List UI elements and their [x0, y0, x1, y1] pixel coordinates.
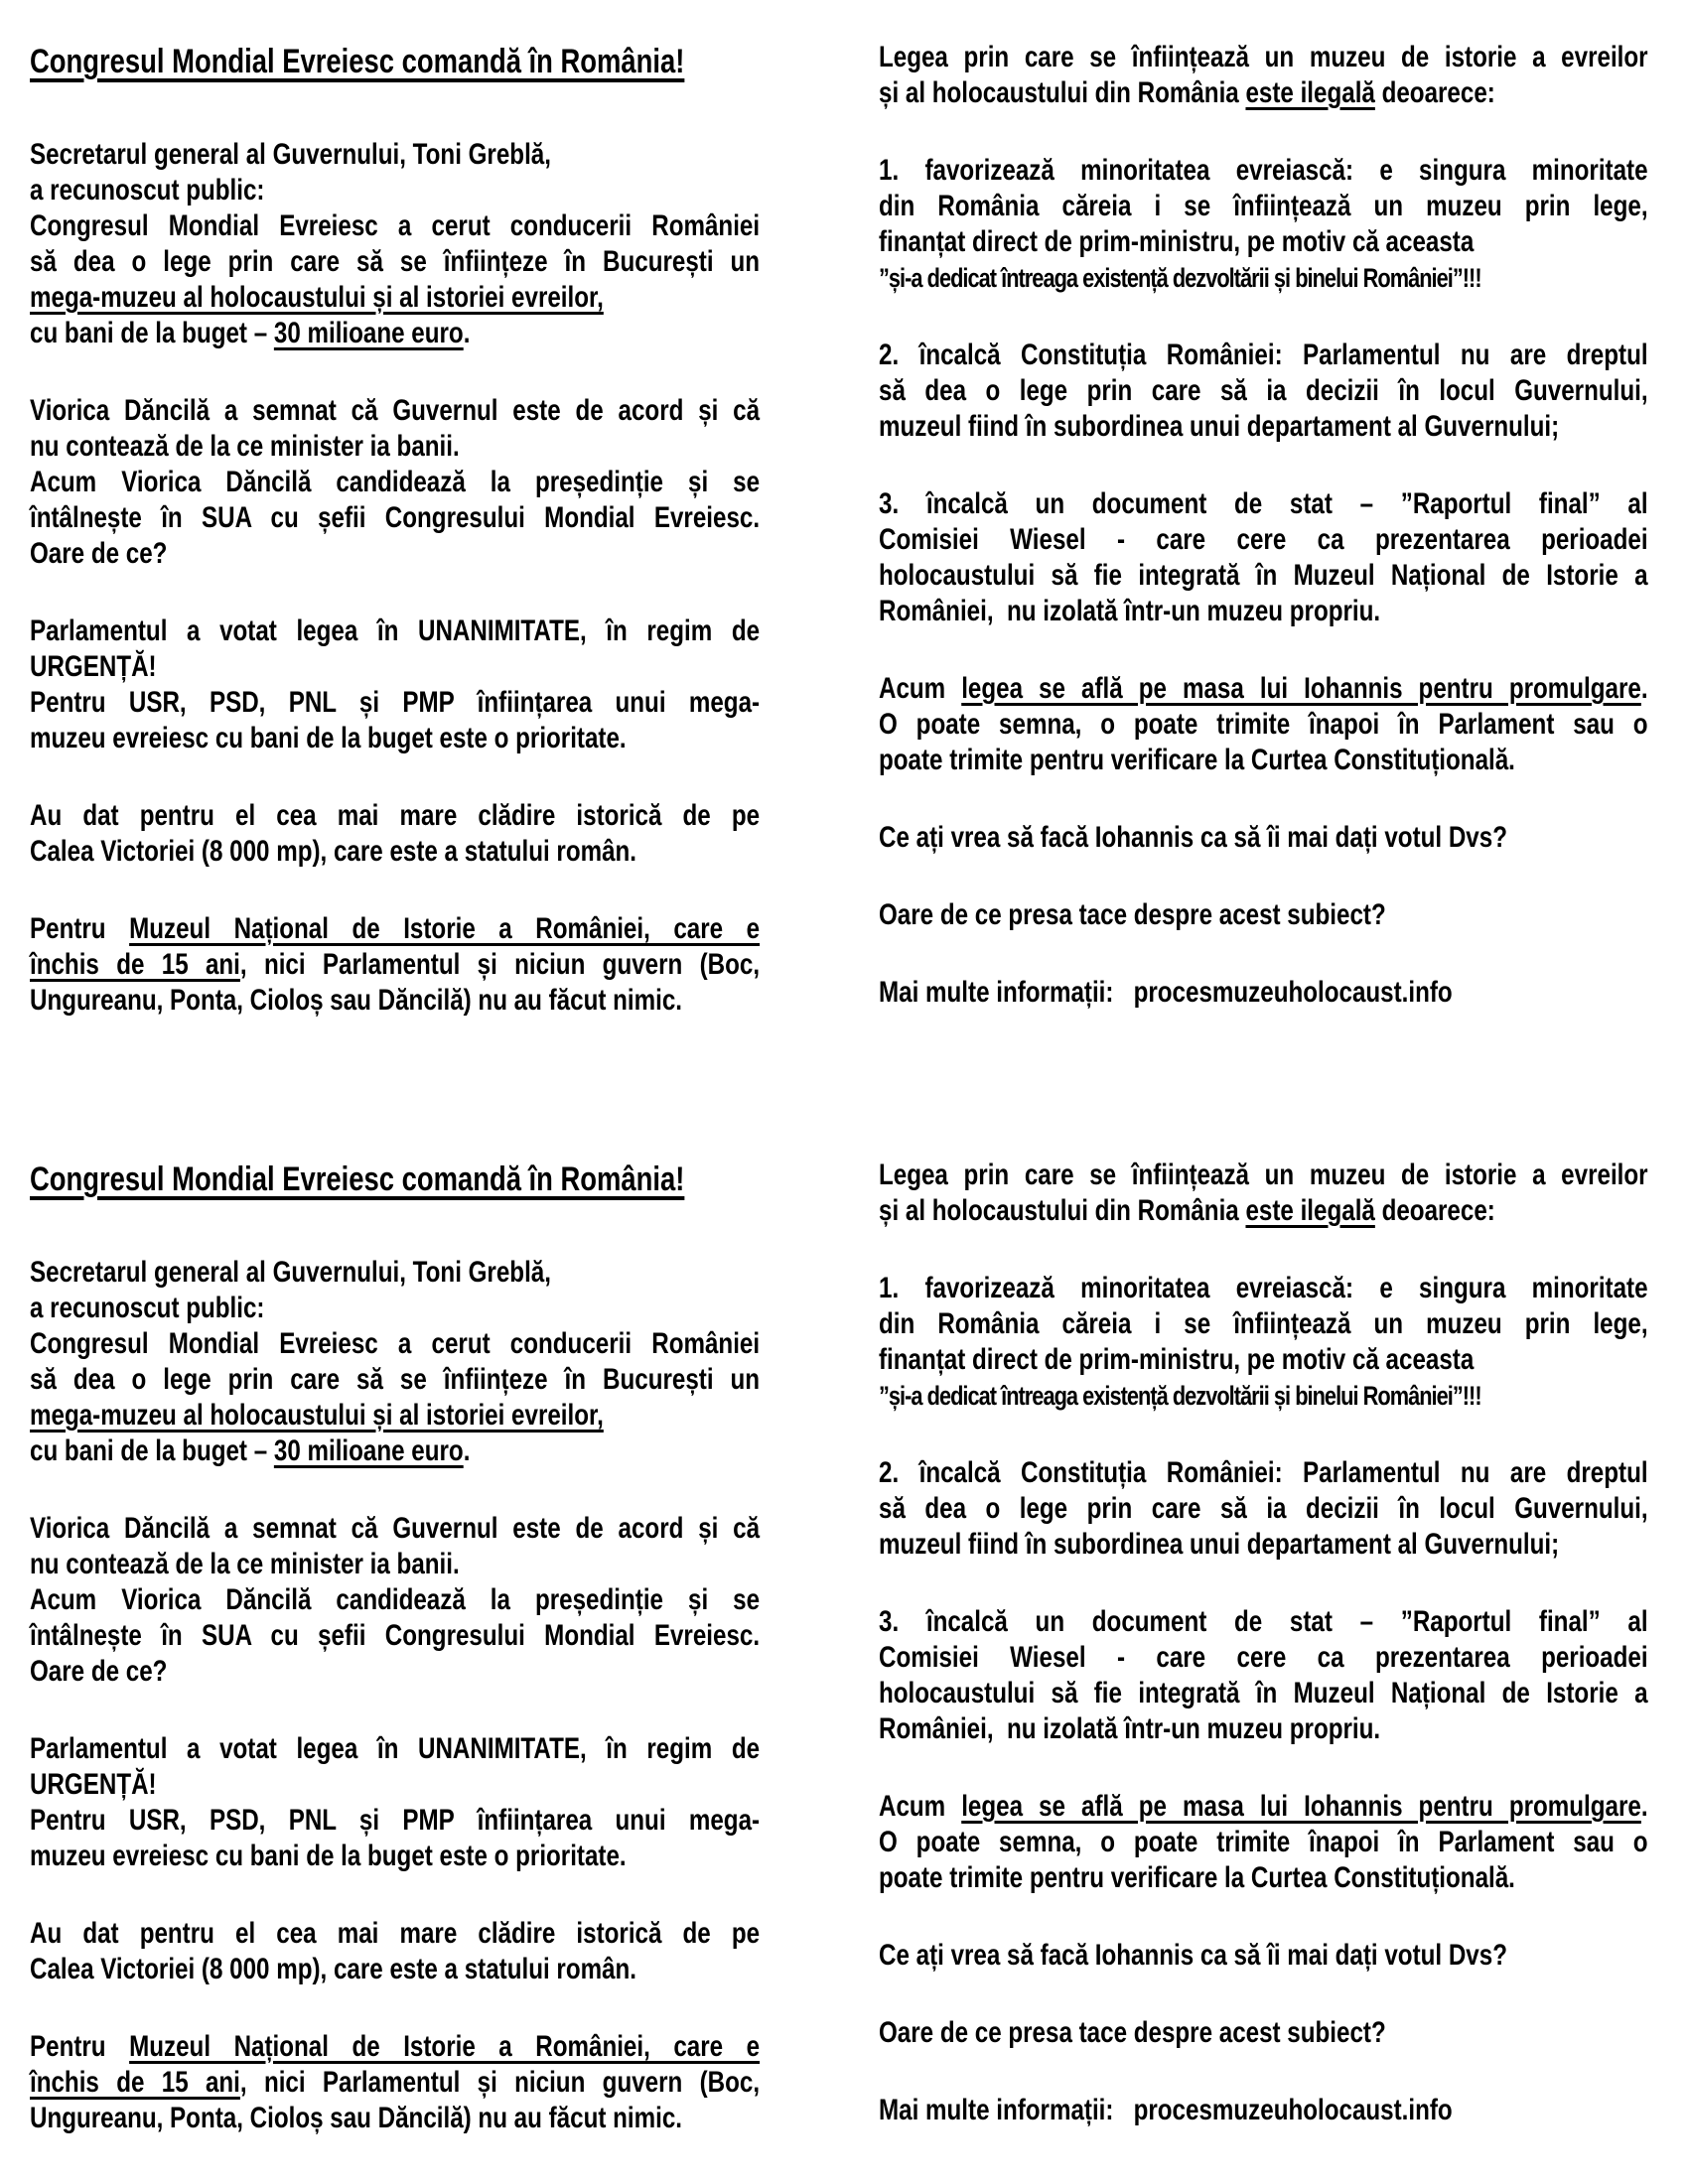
- text-line: [30, 614, 760, 649]
- text-run: , nici Parlamentul și niciun guvern (Boc,: [239, 948, 761, 981]
- text-run: , nici Parlamentul și niciun guvern (Boc,: [239, 2066, 761, 2099]
- text-line: [879, 1158, 1648, 1193]
- text-run: ”și-a dedicat întreaga existență dezvoltării și binelui României”!!!: [879, 263, 1481, 293]
- text-run: întâlnește în SUA cu șefii Congresului Mondial Evreiesc.: [30, 1619, 761, 1652]
- text-run: Congresul Mondial Evreiesc a cerut conducerii României: [30, 1327, 761, 1360]
- left-column-content: [30, 1158, 760, 2136]
- text-line: [30, 1767, 760, 1803]
- text-run: muzeul fiind în subordinea unui departament al Guvernului;: [879, 1528, 1560, 1561]
- underlined-text: mega-muzeu al holocaustului și al istoriei evreilor,: [30, 1399, 604, 1432]
- text-run: a recunoscut public:: [30, 174, 265, 206]
- text-run: și al holocaustului din România: [879, 76, 1246, 109]
- text-line: [879, 1711, 1648, 1747]
- intro-paragraph: [30, 1255, 760, 1469]
- text-line: [30, 721, 760, 756]
- underlined-text: este ilegală: [1245, 76, 1375, 109]
- text-line: [30, 1326, 760, 1362]
- text-run: Pentru USR, PSD, PNL și PMP înființarea unui mega-: [30, 686, 761, 719]
- text-run: și al holocaustului din România: [879, 1194, 1246, 1227]
- text-line: [30, 280, 760, 316]
- underlined-text: 30 milioane euro: [273, 317, 464, 349]
- text-line: [879, 1306, 1648, 1342]
- text-line: [879, 75, 1648, 111]
- intrebare-presa: [879, 2015, 1648, 2051]
- text-run: O poate semna, o poate trimite înapoi în Parlament sau o: [879, 1826, 1648, 1858]
- text-line: [30, 834, 760, 870]
- text-line: [879, 486, 1648, 522]
- text-run: .: [463, 317, 471, 349]
- text-run: 2. încalcă Constituția României: Parlamentul nu are dreptul: [879, 339, 1648, 371]
- text-line: [30, 244, 760, 280]
- text-line: [30, 1433, 760, 1469]
- text-run: URGENȚĂ!: [30, 1768, 157, 1801]
- text-run: Viorica Dăncilă a semnat că Guvernul este de acord și că: [30, 1512, 761, 1545]
- text-run: Mai multe informații: procesmuzeuholocaust.info: [879, 976, 1453, 1009]
- lege-ilegala-heading: [879, 40, 1648, 111]
- left-column-paragraphs: [30, 1255, 760, 2136]
- text-run: Parlamentul a votat legea în UNANIMITATE, în regim de: [30, 614, 761, 647]
- muzeul-national-paragraph: [30, 911, 760, 1019]
- motiv-3-paragraph: [879, 486, 1648, 629]
- text-line: [30, 1362, 760, 1398]
- cladire-paragraph: [30, 798, 760, 870]
- text-line: [30, 208, 760, 244]
- text-run: să dea o lege prin care să ia decizii în locul Guvernului,: [879, 1492, 1648, 1525]
- text-line: [30, 1398, 760, 1433]
- text-line: [879, 1860, 1648, 1896]
- text-run: finanțat direct de prim-ministru, pe motiv că aceasta: [879, 225, 1475, 258]
- flyer-title-text: Congresul Mondial Evreiesc comandă în România!: [30, 43, 685, 80]
- left-column: [30, 40, 760, 1019]
- text-run: Comisiei Wiesel - care cere ca prezentarea perioadei: [879, 523, 1648, 556]
- underlined-text: Muzeul Național de Istorie a României, care e: [129, 2030, 761, 2063]
- underlined-text: închis de 15 ani: [30, 2066, 240, 2099]
- dancila-paragraph: [30, 393, 760, 572]
- text-run: holocaustului să fie integrată în Muzeul Național de Istorie a: [879, 1677, 1648, 1709]
- text-run: nu contează de la ce minister ia banii.: [30, 430, 460, 463]
- text-run: din România căreia i se înființează un muzeu prin lege,: [879, 1307, 1648, 1340]
- underlined-text: mega-muzeu al holocaustului și al istoriei evreilor,: [30, 281, 604, 314]
- text-line: [30, 173, 760, 208]
- text-run: Au dat pentru el cea mai mare clădire istorică de pe: [30, 799, 761, 832]
- underlined-text: este ilegală: [1245, 1194, 1375, 1227]
- text-run: 1. favorizează minoritatea evreiască: e singura minoritate: [879, 1272, 1648, 1304]
- text-run: Pentru: [30, 2030, 130, 2063]
- text-line: [879, 1455, 1648, 1491]
- text-line: [30, 1255, 760, 1291]
- text-run: să dea o lege prin care să ia decizii în locul Guvernului,: [879, 374, 1648, 407]
- text-run: .: [1640, 1790, 1648, 1823]
- text-run: 1. favorizează minoritatea evreiască: e singura minoritate: [879, 154, 1648, 187]
- text-run: poate trimite pentru verificare la Curtea Constituțională.: [879, 1861, 1515, 1894]
- left-column-content: [30, 40, 760, 1019]
- text-run: Ungureanu, Ponta, Cioloș sau Dăncilă) nu au făcut nimic.: [30, 984, 682, 1017]
- text-line: [879, 1491, 1648, 1527]
- text-run: întâlnește în SUA cu șefii Congresului Mondial Evreiesc.: [30, 501, 761, 534]
- text-run: Legea prin care se înființează un muzeu de istorie a evreilor: [879, 1159, 1648, 1191]
- text-line: [30, 465, 760, 500]
- text-line: [879, 2015, 1648, 2051]
- text-line: [879, 1676, 1648, 1711]
- text-run: Oare de ce presa tace despre acest subiect?: [879, 2016, 1386, 2049]
- text-line: [879, 1342, 1648, 1378]
- text-run: Calea Victoriei (8 000 mp), care este a statului român.: [30, 1953, 637, 1985]
- text-line: [30, 1731, 760, 1767]
- text-line: [30, 798, 760, 834]
- intrebare-iohannis: [879, 820, 1648, 856]
- text-run: României, nu izolată într-un muzeu propriu.: [879, 595, 1381, 627]
- text-line: [879, 2093, 1648, 2128]
- text-run: muzeu evreiesc cu bani de la buget este o prioritate.: [30, 722, 627, 754]
- underlined-text: legea se află pe masa lui Iohannis pentru promulgare: [961, 1790, 1641, 1823]
- motiv-2-paragraph: [879, 1455, 1648, 1563]
- text-run: Au dat pentru el cea mai mare clădire istorică de pe: [30, 1917, 761, 1950]
- text-run: .: [1640, 672, 1648, 705]
- text-line: [30, 1952, 760, 1987]
- text-run: deoarece:: [1374, 76, 1495, 109]
- text-line: [30, 983, 760, 1019]
- text-run: Parlamentul a votat legea în UNANIMITATE, în regim de: [30, 1732, 761, 1765]
- flyer-copy-2: [30, 1158, 1688, 2136]
- flyer-title-text: Congresul Mondial Evreiesc comandă în România!: [30, 1160, 685, 1198]
- flyer-title-line: [30, 40, 760, 83]
- text-line: [879, 189, 1648, 224]
- left-column-paragraphs: [30, 137, 760, 1019]
- text-run: Pentru: [30, 912, 130, 945]
- text-line: [879, 260, 1648, 296]
- text-run: Ce ați vrea să facă Iohannis ca să îi mai dați votul Dvs?: [879, 1939, 1507, 1972]
- text-line: [879, 1640, 1648, 1676]
- text-line: [879, 558, 1648, 594]
- text-line: [30, 685, 760, 721]
- text-line: [30, 1654, 760, 1690]
- text-run: Viorica Dăncilă a semnat că Guvernul este de acord și că: [30, 394, 761, 427]
- flyer-title-line: [30, 1158, 760, 1201]
- cladire-paragraph: [30, 1916, 760, 1987]
- parlament-paragraph: [30, 614, 760, 756]
- text-line: [30, 536, 760, 572]
- text-run: Oare de ce?: [30, 1655, 168, 1688]
- underlined-text: legea se află pe masa lui Iohannis pentru promulgare: [961, 672, 1641, 705]
- text-run: holocaustului să fie integrată în Muzeul Național de Istorie a: [879, 559, 1648, 592]
- text-run: Comisiei Wiesel - care cere ca prezentarea perioadei: [879, 1641, 1648, 1674]
- text-run: Acum Viorica Dăncilă candidează la președinție și se: [30, 1583, 761, 1616]
- text-run: cu bani de la buget –: [30, 317, 274, 349]
- text-run: 3. încalcă un document de stat – ”Raportul final” al: [879, 487, 1648, 520]
- text-line: [30, 393, 760, 429]
- parlament-paragraph: [30, 1731, 760, 1874]
- text-line: [879, 338, 1648, 373]
- underlined-text: 30 milioane euro: [273, 1434, 464, 1467]
- text-line: [879, 1825, 1648, 1860]
- text-run: Secretarul general al Guvernului, Toni Greblă,: [30, 138, 551, 171]
- text-line: [30, 2029, 760, 2065]
- flyer-title: [30, 1158, 760, 1201]
- text-run: cu bani de la buget –: [30, 1434, 274, 1467]
- text-line: [30, 137, 760, 173]
- text-run: Oare de ce?: [30, 537, 168, 570]
- text-run: .: [463, 1434, 471, 1467]
- left-column: [30, 1158, 760, 2136]
- text-line: [879, 522, 1648, 558]
- text-line: [879, 594, 1648, 629]
- text-run: Acum Viorica Dăncilă candidează la președinție și se: [30, 466, 761, 498]
- text-run: deoarece:: [1374, 1194, 1495, 1227]
- text-line: [30, 1291, 760, 1326]
- text-line: [30, 500, 760, 536]
- text-line: [30, 1803, 760, 1839]
- text-line: [879, 40, 1648, 75]
- muzeul-national-paragraph: [30, 2029, 760, 2136]
- text-line: [879, 1789, 1648, 1825]
- text-line: [879, 743, 1648, 778]
- text-line: [879, 409, 1648, 445]
- info-line: [879, 2093, 1648, 2128]
- right-column-paragraphs: [879, 40, 1648, 1011]
- underlined-text: închis de 15 ani: [30, 948, 240, 981]
- text-line: [30, 1547, 760, 1582]
- text-run: muzeu evreiesc cu bani de la buget este o prioritate.: [30, 1840, 627, 1872]
- text-line: [879, 897, 1648, 933]
- text-run: muzeul fiind în subordinea unui departament al Guvernului;: [879, 410, 1560, 443]
- text-run: Pentru USR, PSD, PNL și PMP înființarea unui mega-: [30, 1804, 761, 1837]
- text-line: [30, 1839, 760, 1874]
- right-column-content: [879, 1158, 1648, 2128]
- motiv-1-paragraph: [879, 153, 1648, 296]
- text-run: Ce ați vrea să facă Iohannis ca să îi mai dați votul Dvs?: [879, 821, 1507, 854]
- intrebare-iohannis: [879, 1938, 1648, 1974]
- text-run: 3. încalcă un document de stat – ”Raportul final” al: [879, 1605, 1648, 1638]
- text-run: 2. încalcă Constituția României: Parlamentul nu are dreptul: [879, 1456, 1648, 1489]
- text-run: Ungureanu, Ponta, Cioloș sau Dăncilă) nu au făcut nimic.: [30, 2102, 682, 2134]
- promulgare-paragraph: [879, 671, 1648, 778]
- underlined-text: Muzeul Național de Istorie a României, care e: [129, 912, 761, 945]
- text-run: O poate semna, o poate trimite înapoi în Parlament sau o: [879, 708, 1648, 741]
- text-run: URGENȚĂ!: [30, 650, 157, 683]
- text-run: poate trimite pentru verificare la Curtea Constituțională.: [879, 744, 1515, 776]
- text-line: [30, 1582, 760, 1618]
- text-run: Legea prin care se înființează un muzeu de istorie a evreilor: [879, 41, 1648, 73]
- intro-paragraph: [30, 137, 760, 351]
- motiv-3-paragraph: [879, 1604, 1648, 1747]
- right-column: [879, 1158, 1648, 2128]
- text-run: din România căreia i se înființează un muzeu prin lege,: [879, 190, 1648, 222]
- motiv-1-paragraph: [879, 1271, 1648, 1414]
- text-line: [879, 1378, 1648, 1414]
- text-line: [879, 1193, 1648, 1229]
- text-run: Secretarul general al Guvernului, Toni Greblă,: [30, 1256, 551, 1289]
- text-line: [30, 1916, 760, 1952]
- text-line: [30, 1618, 760, 1654]
- text-line: [879, 224, 1648, 260]
- text-run: Acum: [879, 672, 962, 705]
- text-run: României, nu izolată într-un muzeu propriu.: [879, 1712, 1381, 1745]
- intrebare-presa: [879, 897, 1648, 933]
- text-run: Oare de ce presa tace despre acest subiect?: [879, 898, 1386, 931]
- text-run: Acum: [879, 1790, 962, 1823]
- text-run: nu contează de la ce minister ia banii.: [30, 1548, 460, 1580]
- text-run: să dea o lege prin care să se înființeze în București un: [30, 245, 761, 278]
- right-column-content: [879, 40, 1648, 1011]
- text-line: [879, 671, 1648, 707]
- text-line: [30, 947, 760, 983]
- text-line: [30, 2065, 760, 2101]
- text-line: [879, 975, 1648, 1011]
- dancila-paragraph: [30, 1511, 760, 1690]
- promulgare-paragraph: [879, 1789, 1648, 1896]
- text-run: a recunoscut public:: [30, 1292, 265, 1324]
- text-line: [879, 1938, 1648, 1974]
- text-line: [30, 649, 760, 685]
- text-line: [879, 153, 1648, 189]
- text-line: [30, 2101, 760, 2136]
- text-line: [879, 1604, 1648, 1640]
- lege-ilegala-heading: [879, 1158, 1648, 1229]
- text-run: Congresul Mondial Evreiesc a cerut conducerii României: [30, 209, 761, 242]
- flyer-copy-1: [30, 40, 1688, 1019]
- text-line: [30, 316, 760, 351]
- text-line: [30, 1511, 760, 1547]
- right-column: [879, 40, 1648, 1011]
- text-run: ”și-a dedicat întreaga existență dezvoltării și binelui României”!!!: [879, 1381, 1481, 1411]
- text-line: [879, 707, 1648, 743]
- right-column-paragraphs: [879, 1158, 1648, 2128]
- text-run: să dea o lege prin care să se înființeze în București un: [30, 1363, 761, 1396]
- text-line: [879, 1271, 1648, 1306]
- info-line: [879, 975, 1648, 1011]
- text-run: Mai multe informații: procesmuzeuholocaust.info: [879, 2094, 1453, 2126]
- text-line: [879, 1527, 1648, 1563]
- text-line: [30, 429, 760, 465]
- flyer-title: [30, 40, 760, 83]
- text-line: [879, 373, 1648, 409]
- motiv-2-paragraph: [879, 338, 1648, 445]
- text-line: [30, 911, 760, 947]
- text-run: Calea Victoriei (8 000 mp), care este a statului român.: [30, 835, 637, 868]
- text-line: [879, 820, 1648, 856]
- text-run: finanțat direct de prim-ministru, pe motiv că aceasta: [879, 1343, 1475, 1376]
